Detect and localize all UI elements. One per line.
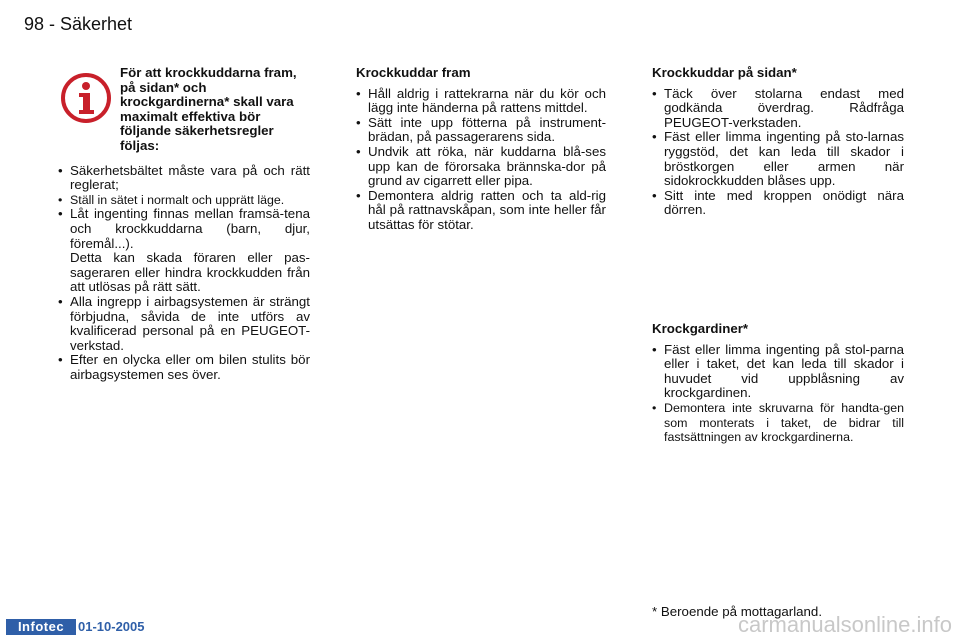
list-item: • Ställ in sätet i normalt och upprätt läge. xyxy=(58,193,310,208)
warning-title: För att krockkuddarna fram, på sidan* och krockgardinerna* skall vara maximalt effektiva bör följande säkerhetsregler följas: xyxy=(120,65,297,153)
list-item: • Undvik att röka, när kuddarna blå-ses upp kan de förorsaka brännska-dor på grund av cigarrett eller pipa. xyxy=(356,145,606,189)
section-title: Krockgardiner* xyxy=(652,321,749,336)
watermark: carmanualsonline.info xyxy=(737,612,952,637)
warning-list xyxy=(58,164,310,383)
curtain-airbags-list xyxy=(652,343,904,445)
list-item: • Demontera aldrig ratten och ta ald-rig hål på rattnavskåpan, som inte heller får utsättas för stötar. xyxy=(356,189,606,233)
section-title: Krockkuddar fram xyxy=(356,65,471,80)
infotec-logo: Infotec xyxy=(6,619,76,635)
list-item-note: Detta kan skada föraren eller pas-sageraren eller hindra krockkudden från att utlösas på rätt sätt. xyxy=(70,250,310,295)
front-airbags-list xyxy=(356,87,606,233)
page-title: 98 - Säkerhet xyxy=(24,14,133,34)
list-item: • Efter en olycka eller om bilen stulits bör airbagsystemen ses över. xyxy=(58,353,310,382)
list-item: • Täck över stolarna endast med godkända överdrag. Rådfråga PEUGEOT-verkstaden. xyxy=(652,87,904,131)
warning-section xyxy=(58,66,310,382)
list-item-text: Låt ingenting finnas mellan framsä-tena och krockkuddarna (barn, djur, föremål...). xyxy=(70,206,310,251)
footnote: * Beroende på mottagarland. xyxy=(652,604,823,619)
list-item: • Säkerhetsbältet måste vara på och rätt reglerat; xyxy=(58,164,310,193)
footer-date: 01-10-2005 xyxy=(78,619,145,634)
list-item: • Fäst eller limma ingenting på stol-parna eller i taket, det kan leda till skador i huvudet vid uppblåsning av krockgardinen. xyxy=(652,343,904,401)
front-airbags-section xyxy=(356,66,606,233)
curtain-airbags-section xyxy=(652,322,904,445)
list-item: • Sätt inte upp fötterna på instrument-brädan, på passagerarens sida. xyxy=(356,116,606,145)
list-item xyxy=(58,207,310,295)
list-item: • Fäst eller limma ingenting på sto-larnas ryggstöd, det kan leda till skador i bröstkorgen eller armen när sidokrockkudden blåses upp. xyxy=(652,130,904,188)
list-item: • Alla ingrepp i airbagsystemen är strängt förbjudna, såvida de inte utförs av kvalificerad personal på en PEUGEOT-verkstad. xyxy=(58,295,310,353)
section-title: Krockkuddar på sidan* xyxy=(652,65,797,80)
side-airbags-list xyxy=(652,87,904,218)
list-item: • Håll aldrig i rattekrarna när du kör och lägg inte händerna på rattens mittdel. xyxy=(356,87,606,116)
list-item: • Sitt inte med kroppen onödigt nära dörren. xyxy=(652,189,904,218)
side-airbags-section xyxy=(652,66,904,218)
list-item: • Demontera inte skruvarna för handta-gen som monterats i taket, de bidrar till fastsättningen av krockgardinerna. xyxy=(652,401,904,445)
